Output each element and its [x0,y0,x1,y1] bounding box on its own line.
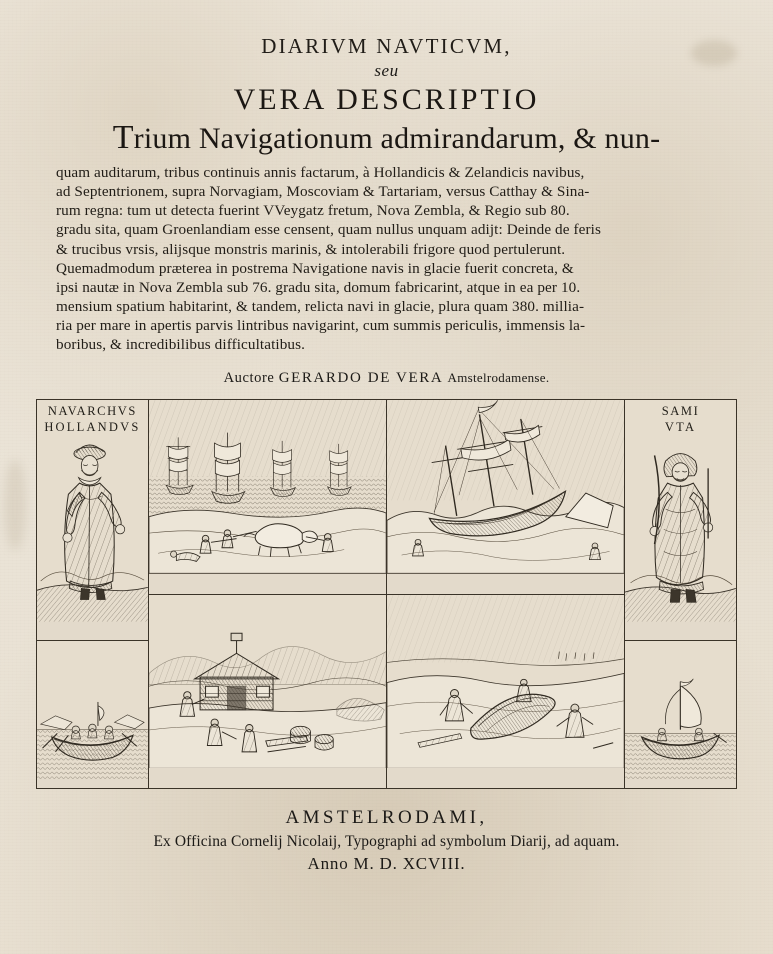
engraved-plate [36,399,737,789]
panel-boat-building-ice [386,595,624,789]
author-prefix: Auctore [223,370,275,387]
caption-line-2: VTA [664,420,697,435]
blurb-line: ria per mare in apertis parvis lintribus navigarint, cum summis periculis, immensis la- [56,317,586,335]
panel-sailing-boat-right-bottom [625,640,736,789]
page-title: DIARIVM NAVTICVM, [261,34,512,58]
blurb-line: mensium spatium habitarint, & tandem, relicta navi in glacie, plura quam 380. millia- [56,297,585,315]
plate-right-column [624,400,736,788]
boat-on-ice-icon [387,595,624,768]
panel-caption-navarchus [37,404,148,435]
panel-samoyed-figure [625,400,736,639]
caption-line-2: HOLLANDVS [44,420,141,435]
blurb-line: boribus, & incredibilibus difficultatibus. [56,336,306,354]
blurb-line: quam auditarum, tribus continuis annis factarum, à Hollandicis & Zelandicis navibus, [56,164,585,181]
title-vera-descriptio: VERA DESCRIPTIO [233,83,540,116]
title-page-blurb [56,163,717,354]
author-line [22,370,751,387]
panel-caption-samiuta [625,404,736,435]
blurb-line: Quemadmodum præterea in postrema Navigatione navis in glacie fuerit concreta, & [56,259,574,277]
blurb-line: & trucibus vrsis, alijsque monstris marinis, & intolerabili frigore quod pertulerunt. [56,240,566,258]
sailing-boat-icon [625,641,736,780]
winter-house-icon [149,595,386,768]
title-subtitle-line [22,119,751,157]
polar-bear-hunt-icon [149,400,386,573]
rowboat-icon [37,641,148,780]
plate-middle-top-row [149,400,624,594]
plate-middle-column [149,400,624,788]
title-subtitle-text: rium Navigationum admirandarum, & nun- [133,122,661,155]
imprint-printer: Ex Officina Cornelij Nicolaij, Typographi ad symbolum Diarij, ad aquam. [153,833,620,851]
blurb-line: ad Septentrionem, supra Norvagiam, Moscoviam & Tartariam, versus Catthay & Sina- [56,183,590,201]
blurb-line: rum regna: tum ut detecta fuerint VVeygatz fretum, Nova Zembla, & Regio sub 80. [56,202,570,220]
panel-polar-bear-hunt [149,400,386,594]
panel-ship-in-ice [386,400,624,594]
title-seu: seu [374,61,399,80]
ship-trapped-in-ice-icon [387,400,624,573]
panel-navarchus-hollandus [37,400,148,639]
imprint-city: AMSTELRODAMI, [285,807,488,829]
caption-line-1: SAMI [661,404,700,419]
blurb-line: gradu sita, quam Groenlandiam esse censent, quam nullus unquam adijt: Deinde de feris [56,221,601,239]
blurb-line: ipsi nautæ in Nova Zembla sub 76. gradu sita, domum fabricarint, atque in ea per 10. [56,278,581,296]
caption-line-1: NAVARCHVS [47,404,137,419]
plate-left-column [37,400,149,788]
author-suffix: Amstelrodamense. [447,370,550,386]
author-name: GERARDO DE VERA [278,370,444,387]
panel-boat-left-bottom [37,640,148,789]
imprint-year: Anno M. D. XCVIII. [307,854,466,874]
imprint-block [22,807,751,874]
panel-winter-house [149,595,386,789]
plate-middle-bottom-row [149,594,624,789]
title-dropcap: T [112,119,134,156]
